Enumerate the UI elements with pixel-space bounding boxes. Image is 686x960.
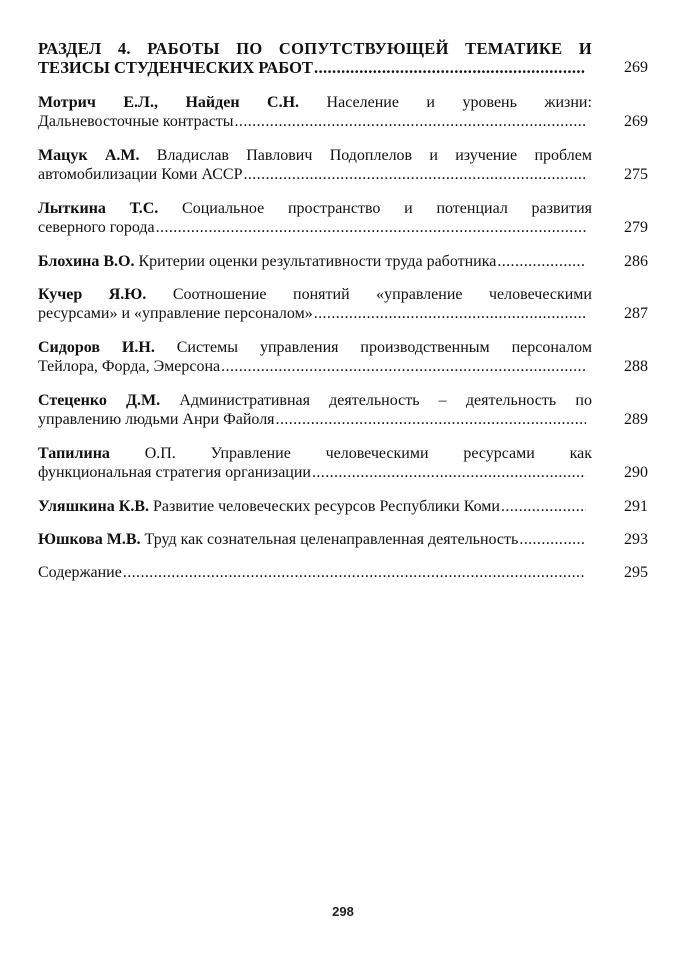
title-word: изучение [455, 147, 518, 164]
author-word: Кучер [38, 286, 83, 303]
toc-entry-leader-line [38, 304, 592, 323]
toc-entry-title: северного города [38, 219, 155, 236]
toc-entry-matsuk [38, 146, 648, 184]
toc-entry-leader-line [38, 357, 592, 376]
toc-entry-leader-line [38, 530, 592, 549]
toc-entry-page-number: 293 [624, 531, 648, 548]
toc-entry-title: ТЕЗИСЫ СТУДЕНЧЕСКИХ РАБОТ [38, 58, 313, 77]
page-number: 298 [332, 904, 354, 919]
toc-entry-author: Уляшкина К.В. [38, 498, 150, 515]
author-word: И.Н. [121, 339, 155, 356]
title-word: Управление [210, 445, 291, 462]
title-word: ресурсами [463, 445, 535, 462]
author-word: Тапилина [38, 445, 110, 462]
title-word: как [569, 445, 592, 462]
title-word: 4. [117, 39, 131, 58]
toc-entry-title: Труд как сознательная целенаправленная деятельность [140, 531, 519, 548]
toc-entry-page-number: 269 [624, 59, 648, 76]
toc-entry-line-1 [38, 285, 592, 304]
toc-entry-text [38, 199, 592, 237]
title-word: Павлович [246, 147, 313, 164]
title-word: и [426, 94, 435, 111]
toc-entry-text [38, 39, 592, 77]
title-word: «управление [376, 286, 463, 303]
author-word: Д.М. [126, 392, 161, 409]
toc-entry-text [38, 444, 592, 482]
title-word: РАБОТЫ [147, 39, 220, 58]
toc-entry-leader-line [38, 410, 592, 429]
author-word: А.М. [104, 147, 140, 164]
toc-entry-line-1 [38, 338, 592, 357]
title-word: управления [259, 339, 339, 356]
toc-entry-kucher [38, 285, 648, 323]
title-word: и [404, 200, 413, 217]
toc-entry-ulyashkina [38, 497, 648, 516]
toc-entry-line-1 [38, 199, 592, 218]
title-word: потенциал [436, 200, 508, 217]
title-word: И [578, 39, 592, 58]
toc-entry-contents [38, 563, 648, 582]
title-word: Системы [176, 339, 239, 356]
author-word: Е.Л., [123, 94, 158, 111]
toc-entry-text [38, 146, 592, 184]
toc-entry-line-1 [38, 391, 592, 410]
toc-entry-title: Дальневосточные контрасты [38, 113, 234, 130]
dot-leader [501, 497, 586, 516]
toc-entry-page-number: 275 [624, 166, 648, 183]
toc-entry-text [38, 497, 592, 516]
toc-entry-page-number: 290 [624, 464, 648, 481]
toc-entry-leader-line [38, 58, 592, 77]
toc-entry-title: функциональная стратегия организации [38, 464, 311, 481]
toc-entry-page-number: 289 [624, 411, 648, 428]
title-word: РАЗДЕЛ [38, 39, 102, 58]
toc-entry-tapilina [38, 444, 648, 482]
toc-entry-leader-line [38, 218, 592, 237]
toc-entry-section4 [38, 39, 648, 77]
toc-entry-text [38, 391, 592, 429]
dot-leader [235, 112, 586, 131]
dot-leader [519, 530, 586, 549]
toc-entry-text [38, 563, 592, 582]
toc-entry-leader-line [38, 497, 592, 516]
title-word: деятельность [329, 392, 420, 409]
title-word: производственным [360, 339, 490, 356]
toc-entry-line-1 [38, 444, 592, 463]
title-word: СОПУТСТВУЮЩЕЙ [278, 39, 449, 58]
title-word: деятельность [465, 392, 557, 409]
toc-entry-title: Тейлора, Форда, Эмерсона [38, 358, 221, 375]
dot-leader [276, 410, 586, 429]
title-word: жизни: [544, 94, 592, 111]
dot-leader [497, 252, 586, 271]
toc-entry-text [38, 93, 592, 131]
toc-entry-sidorov [38, 338, 648, 376]
toc-entry-page-number: 288 [624, 358, 648, 375]
title-word: персоналом [511, 339, 592, 356]
toc-entry-page-number: 287 [624, 305, 648, 322]
title-word: проблем [534, 147, 592, 164]
title-word: человеческими [489, 286, 592, 303]
toc-entry-lytkina [38, 199, 648, 237]
toc-entry-author: Юшкова М.В. [38, 531, 141, 548]
toc-entry-page-number: 286 [624, 253, 648, 270]
title-word: ПО [236, 39, 263, 58]
toc-entry-line-1 [38, 146, 592, 165]
toc-entry-text [38, 338, 592, 376]
toc-entry-page-number: 269 [624, 113, 648, 130]
toc-entry-page-number: 295 [624, 564, 648, 581]
author-word: Т.С. [129, 200, 159, 217]
author-word: Я.Ю. [108, 286, 147, 303]
toc-entry-motrich [38, 93, 648, 131]
author-word: Стеценко [38, 392, 107, 409]
dot-leader [314, 58, 586, 77]
toc-entry-line-1 [38, 93, 592, 112]
title-word: и [429, 147, 438, 164]
toc-entry-line-1 [38, 39, 592, 58]
toc-entry-leader-line [38, 563, 592, 582]
title-word: – [438, 392, 447, 409]
toc-entry-title: Критерии оценки результативности труда работника [134, 253, 497, 270]
toc-entry-title: Содержание [38, 564, 122, 581]
title-word: Соотношение [172, 286, 267, 303]
dot-leader [123, 563, 586, 582]
author-word: Мотрич [38, 94, 96, 111]
toc-entry-leader-line [38, 252, 592, 271]
toc-entry-text [38, 252, 592, 271]
dot-leader [221, 357, 586, 376]
toc-entry-leader-line [38, 112, 592, 131]
toc-entry-text [38, 530, 592, 549]
toc-entry-yushkova [38, 530, 648, 549]
dot-leader [243, 165, 586, 184]
table-of-contents [38, 39, 648, 596]
toc-entry-title: Развитие человеческих ресурсов Республики Коми [149, 498, 500, 515]
dot-leader [312, 463, 586, 482]
toc-entry-page-number: 291 [624, 498, 648, 515]
title-word: Социальное [182, 200, 265, 217]
toc-entry-title: ресурсами» и «управление персоналом» [38, 305, 313, 322]
title-word: понятий [293, 286, 350, 303]
title-word: по [575, 392, 592, 409]
author-word: Сидоров [38, 339, 101, 356]
author-word: С.Н. [267, 94, 300, 111]
title-word: развития [531, 200, 592, 217]
toc-entry-title: автомобилизации Коми АССР [38, 166, 243, 183]
toc-entry-text [38, 285, 592, 323]
toc-entry-leader-line [38, 165, 592, 184]
author-word: Лыткина [38, 200, 106, 217]
dot-leader [156, 218, 586, 237]
dot-leader [314, 304, 586, 323]
toc-entry-stetsenko [38, 391, 648, 429]
title-word: пространство [287, 200, 381, 217]
toc-entry-title: управлению людьми Анри Файоля [38, 411, 275, 428]
title-word: ТЕМАТИКЕ [465, 39, 563, 58]
title-word: человеческими [325, 445, 429, 462]
toc-entry-leader-line [38, 463, 592, 482]
title-word: Подоплелов [329, 147, 413, 164]
toc-entry-author: Блохина В.О. [38, 253, 135, 270]
toc-entry-blokhina [38, 252, 648, 271]
toc-entry-page-number: 279 [624, 219, 648, 236]
title-word: Население [326, 94, 399, 111]
title-word: Административная [179, 392, 310, 409]
title-word: О.П. [144, 445, 176, 462]
title-word: Владислав [156, 147, 229, 164]
author-word: Найден [185, 94, 240, 111]
title-word: уровень [462, 94, 517, 111]
author-word: Мацук [38, 147, 88, 164]
